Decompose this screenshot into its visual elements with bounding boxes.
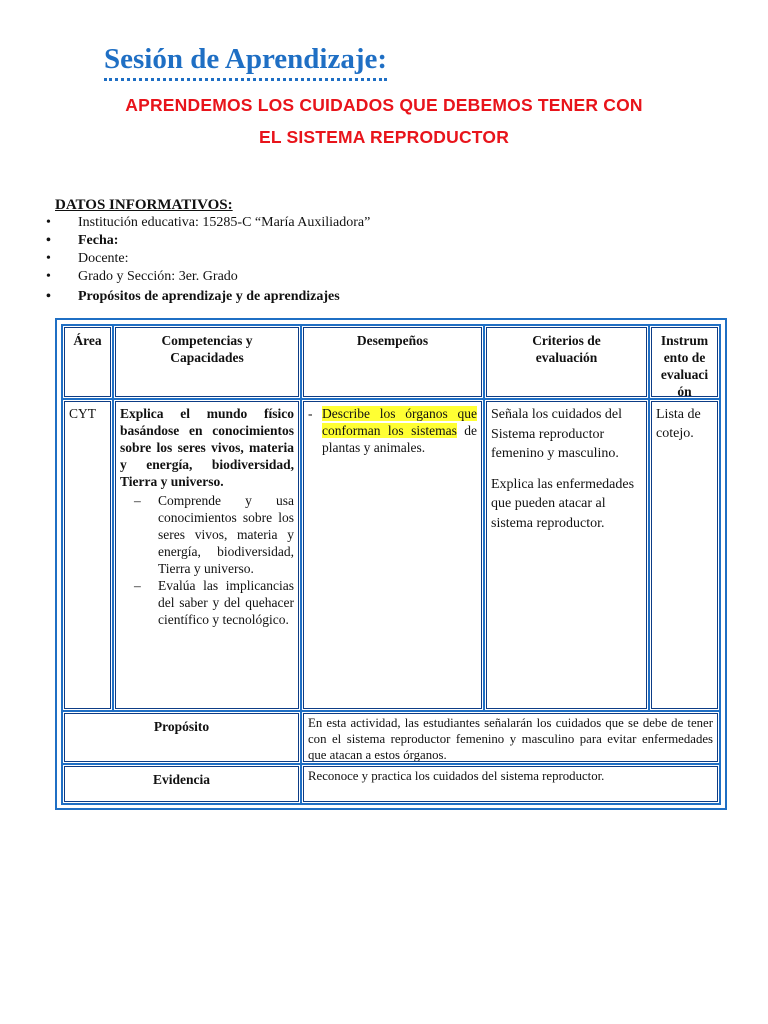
info-propositos: • Propósitos de aprendizaje y de aprendizajes [26,288,370,306]
cell-criterios [483,398,650,712]
cell-area: CYT [61,398,114,712]
capacidad-item-1: – Comprende y usa conocimientos sobre los seres vivos, materia y energía, biodiversidad, Tierra y universo. [120,492,294,577]
session-subtitle-line-2: EL SISTEMA REPRODUCTOR [258,127,510,147]
cell-instrumento: Lista de cotejo. [648,398,721,712]
info-institucion: • Institución educativa: 15285-C “María Auxiliadora” [26,214,370,232]
capacidades-list [120,492,294,628]
info-fecha: • Fecha: [26,232,370,250]
desempeno-rest: de plantas y animales. [322,423,477,455]
evidencia-text: Reconoce y practica los cuidados del sistema reproductor. [300,763,721,805]
desempeno-dash: - [308,406,313,421]
learning-table [55,318,727,810]
session-title: Sesión de Aprendizaje: [104,40,387,81]
session-subtitle-line-1: APRENDEMOS LOS CUIDADOS QUE DEBEMOS TENER CON [125,95,643,115]
info-list [26,214,370,306]
evidencia-label: Evidencia [61,763,302,805]
info-grado: • Grado y Sección: 3er. Grado [26,268,370,286]
cell-competencias [112,398,302,712]
criterio-1: Señala los cuidados del Sistema reproductor femenino y masculino. [491,407,623,461]
header-desempenos: Desempeños [300,324,485,400]
header-instrumento: Instrum ento de evaluaci ón [648,324,721,400]
header-competencias: Competencias y Capacidades [112,324,302,400]
desempeno-text [308,405,477,456]
desempeno-highlight: Describe los órganos que conforman los sistemas [322,406,477,438]
datos-informativos-heading: DATOS INFORMATIVOS: [55,197,233,213]
competencia-text: Explica el mundo físico basándose en conocimientos sobre los seres vivos, materia y energía, biodiversidad, Tierra y universo. [120,406,294,489]
criterio-2: Explica las enfermedades que pueden atacar al sistema reproductor. [491,476,635,531]
header-criterios: Criterios de evaluación [483,324,650,400]
info-docente: • Docente: [26,250,370,268]
cell-desempenos [300,398,485,712]
header-area: Área [61,324,114,400]
proposito-label: Propósito [61,710,302,765]
capacidad-item-2: – Evalúa las implicancias del saber y del quehacer científico y tecnológico. [120,577,294,628]
proposito-text: En esta actividad, las estudiantes señalarán los cuidados que se debe de tener con el sistema reproductor femenino y masculino para evitar enfermedades que atacan a estos órganos. [300,710,721,765]
